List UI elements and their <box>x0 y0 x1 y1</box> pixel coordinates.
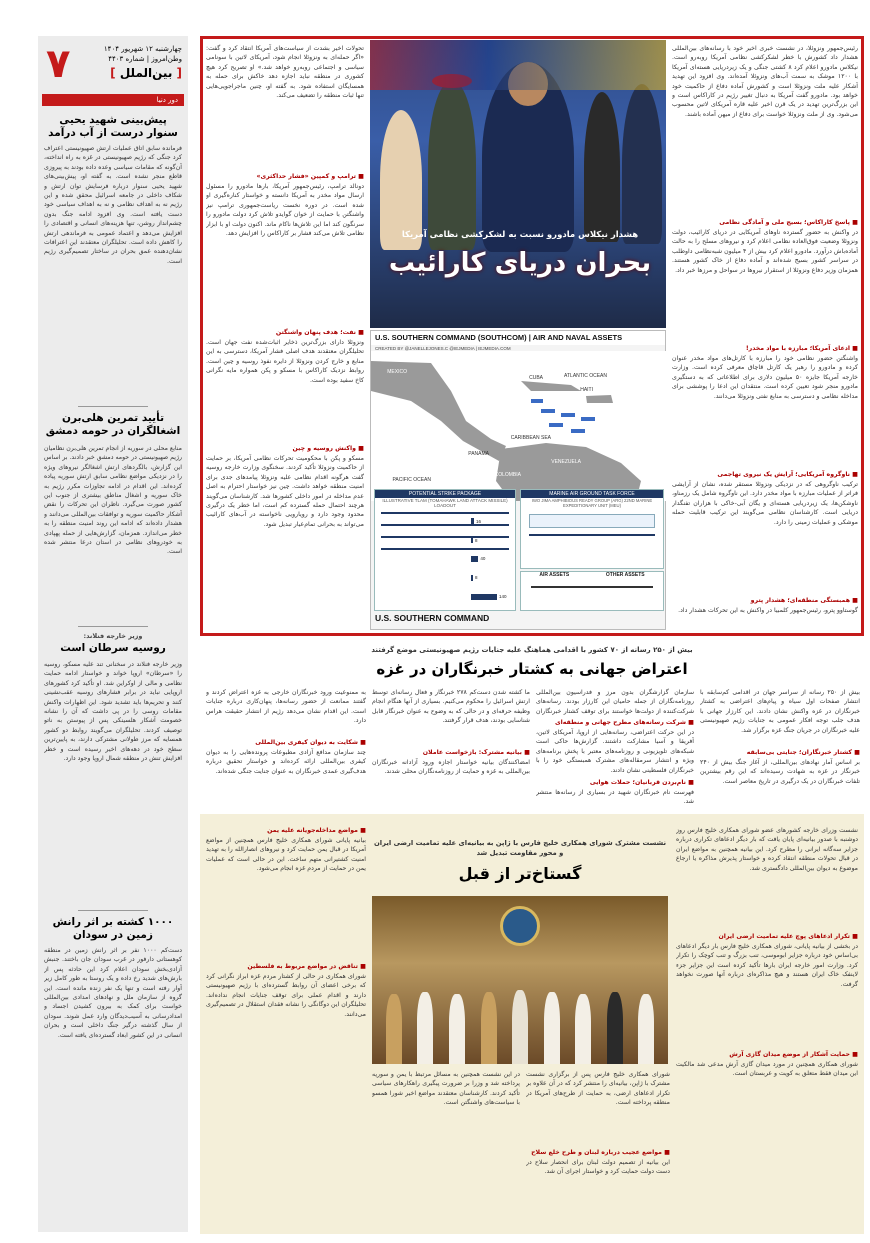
bar <box>471 537 473 543</box>
gulf-col-2: شورای همکاری خلیج فارس پس از برگزاری نشست مشترک با ژاپن، بیانیه‌ای را منتشر کرد که در آن علاوه بر تکرار ادعاهای ارضی، به حمایت از طرح‌های آمریکا در منطقه پرداخته است. <box>526 1071 670 1107</box>
venezuela-col-left-2: دونالد ترامپ، رئیس‌جمهور آمریکا، بارها مادورو را مسئول ارسال مواد مخدر به آمریکا دانسته و خواستار کناره‌گیری او شده است. در دوره نخست ریاست‌جمهوری ترامپ نیز واشنگتن با حمایت از خوان گوایدو تلاش کرد دولت مادورو را سرنگون کند اما این تلاش‌ها ناکام ماند. اکنون دولت او با ابزار نظامی تلاش می‌کند فشار بر کاراکاس را افزایش دهد. <box>206 183 364 238</box>
venezuela-col-left-4: مسکو و پکن با محکومیت تحرکات نظامی آمریکا، بر حمایت از حاکمیت ونزوئلا تأکید کردند. سخنگوی وزارت خارجه روسیه گفت هرگونه اقدام نظامی علیه ونزوئلا پیامدهای جدی برای امنیت منطقه خواهد داشت. چین نیز خواستار احترام به اصل عدم مداخله در امور داخلی کشورها شد. کارشناسان می‌گویند هرچند احتمال حمله گسترده کم است، اما خطر یک درگیری محدود وجود دارد و رویارویی ناخواسته در آب‌های کارائیب می‌تواند به بحرانی تمام‌عیار تبدیل شود. <box>206 455 364 528</box>
gaza-sub-1: ■ کشتار خبرنگاران؛ جنایتی بی‌سابقه <box>746 749 860 756</box>
venezuela-kicker: هشدار نیکلاس مادورو نسبت به لشکرکشی نظامی آمریکا <box>401 230 639 240</box>
venezuela-col-left-1: تحولات اخیر بشدت از سیاست‌های آمریکا انتقاد کرد و گفت: «اگر حمله‌ای به ونزوئلا انجام شود، آمریکای لاتین با سونامی سیاسی و اجتماعی روبه‌رو خواهد شد.» او تصریح کرد هیچ کشوری در منطقه نباید اجازه دهد خاکش برای حمله به همسایگان استفاده شود. به گفته او، چنین ماجراجویی‌هایی تنها ثبات منطقه را تضعیف می‌کند. <box>206 45 364 100</box>
issue-text: وطن‌امروز | شماره ۴۴۰۳ <box>108 55 182 63</box>
strike-bars <box>471 512 511 606</box>
infographic-credit: CREATED BY @JANELLEJONES.C @IEJMEDIA | IEJMEDIA.COM <box>375 346 511 351</box>
map-label-caribbean: CARIBBEAN SEA <box>510 435 551 441</box>
gaza-col-1b: بر اساس آمار نهادهای بین‌المللی، از آغاز جنگ بیش از ۲۴۰ خبرنگار در غزه به شهادت رسیده‌اند که این رقم بیشترین تلفات خبرنگاران در یک درگیری در تاریخ معاصر است. <box>700 759 860 785</box>
bar-label: 140 <box>499 594 507 600</box>
strike-bar-3 <box>471 575 511 581</box>
gulf-col-1: نشست وزرای خارجه کشورهای عضو شورای همکاری خلیج فارس روز دوشنبه با صدور بیانیه‌ای پایان یافت که بار دیگر ادعاهای تکراری درباره جزایر سه‌گانه ایرانی را مطرح کرد. این بیانیه همچنین به مواضع ایران در قبال تحولات منطقه انتقاد کرده و خواستار پذیرش مذاکره یا ارجاع موضوع به دیوان بین‌المللی دادگستری شد. <box>676 827 858 872</box>
map-label-panama: PANAMA <box>468 451 489 457</box>
person-figure <box>449 994 465 1064</box>
section-label: بین‌الملل <box>119 66 173 80</box>
divider <box>78 406 148 407</box>
gaza-col-3b: امضاکنندگان بیانیه خواستار اجازه ورود آزادانه خبرنگاران بین‌المللی به غزه و حمایت از روزنامه‌نگاران محلی شدند. <box>372 759 530 776</box>
gcc-emblem-shape <box>500 906 540 946</box>
venezuela-headline: بحران دریای کارائیب <box>388 248 652 278</box>
gaza-sub-4: ■ شکایت به دیوان کیفری بین‌المللی <box>255 739 366 746</box>
bar-label: 40 <box>480 556 486 562</box>
venezuela-sub-right-3: ■ ناوگروه آمریکایی؛ آرایش یک نیروی تهاجمی <box>717 471 858 478</box>
hispaniola-land <box>586 395 613 403</box>
gaza-sub-2: ■ شرکت رسانه‌های مطرح جهانی و منطقه‌ای <box>554 719 694 726</box>
map-label-mexico: MEXICO <box>387 369 407 375</box>
gaza-col-1: بیش از ۲۵۰ رسانه از سراسر جهان در اقدامی کم‌سابقه با انتشار صفحات اول سیاه و پیام‌های اعتراضی به کشتار خبرنگاران در غزه واکنش نشان دادند. این کارزار جهانی با هدف جلب توجه افکار عمومی به جنایات رژیم صهیونیستی علیه خبرنگاران در جریان جنگ غزه برگزار شد. <box>700 689 860 734</box>
venezuela-sub-right-2: ■ ادعای آمریکا؛ مبارزه با مواد مخدر! <box>745 345 858 352</box>
flag-backdrop <box>370 40 666 90</box>
gaza-col-4b: چند سازمان مدافع آزادی مطبوعات پرونده‌هایی را به دیوان کیفری بین‌المللی ارائه کرده‌اند و خواستار تحقیق درباره هدف‌گیری عمدی خبرنگاران به عنوان جنایت جنگی شده‌اند. <box>206 749 366 775</box>
bar <box>471 518 474 524</box>
bar <box>471 594 497 600</box>
person-figure <box>512 990 528 1064</box>
sidebar-headline-2: تأیید تمرین هلی‌برن اشغالگران در حومه دمشق <box>45 412 181 437</box>
map-label-atlantic: ATLANTIC OCEAN <box>564 373 607 379</box>
person-figure <box>622 84 662 244</box>
page-number: ۷ <box>46 41 71 87</box>
gulf-headline: گستاخ‌تر از قبل <box>458 864 582 883</box>
gaza-headline: اعتراض جهانی به کشتار خبرنگاران در غزه <box>376 660 688 678</box>
map-label-haiti: HAITI <box>580 387 593 393</box>
map-label-venezuela: VENEZUELA <box>551 459 581 465</box>
panel-title: POTENTIAL STRIKE PACKAGE <box>375 490 515 498</box>
person-figure <box>428 80 476 250</box>
dateline <box>104 44 182 64</box>
gulf-col-3c: شورای همکاری در حالی از کشتار مردم غزه ابراز نگرانی کرد که برخی اعضای آن روابط گسترده‌ای با رژیم صهیونیستی دارند و اقدام عملی برای توقف جنایات انجام نداده‌اند. تحلیلگران این دوگانگی را نشانه فقدان استقلال در تصمیم‌گیری می‌دانند. <box>206 973 366 1018</box>
gulf-col-2b: این بیانیه از تصمیم دولت لبنان برای انحصار سلاح در دست دولت حمایت کرد و خواستار اجرای آن شد. <box>526 1159 670 1176</box>
other-assets-label: OTHER ASSETS <box>605 572 645 578</box>
amphib-ship-box <box>529 514 655 528</box>
strike-bar-1 <box>471 537 511 543</box>
venezuela-sub-left-1: ■ ترامپ و کمپین «فشار حداکثری» <box>256 173 364 180</box>
map-label-cuba: CUBA <box>529 375 543 381</box>
gaza-col-2: سازمان گزارشگران بدون مرز و فدراسیون بین‌المللی روزنامه‌نگاران از جمله حامیان این کارزار بودند. رسانه‌های شرکت‌کننده از دولت‌ها خواستند برای توقف کشتار خبرنگاران <box>536 689 694 715</box>
sidebar-body-4: دست‌کم ۱۰۰۰ نفر بر اثر رانش زمین در منطقه کوهستانی دارفور در غرب سودان جان باختند. جنبش آزادی‌بخش سودان اعلام کرد این حادثه پس از بارش‌های شدید رخ داده و یک روستا به طور کامل زیر آوار رفته است و تنها یک نفر زنده مانده است. این گروه از سازمان ملل و نهادهای امدادی بین‌المللی خواست برای کمک به بیرون کشیدن اجساد و امدادرسانی به آسیب‌دیدگان وارد عمل شوند. سودان از سال گذشته درگیر جنگ داخلی است و بحران انسانی در این کشور ابعاد گسترده‌ای یافته است. <box>44 947 182 1039</box>
gaza-sub-2b: ■ نام‌بردن قربانیان؛ حملات هوایی <box>589 779 694 786</box>
air-other-assets-panel <box>520 571 664 611</box>
section-tag: دور دنیا <box>42 94 184 106</box>
ship-silhouette <box>529 534 655 536</box>
venezuela-col-right-2: در واکنش به حضور گسترده ناوهای آمریکایی در دریای کارائیب، دولت ونزوئلا وضعیت فوق‌العاده نظامی اعلام کرد و نیروهای مسلح را به حالت آماده‌باش درآورد. مادورو اعلام کرد بیش از ۴ میلیون شبه‌نظامی داوطلب در سراسر کشور بسیج شده‌اند و آماده دفاع از خاک کشور هستند. همزمان وزیر دفاع ونزوئلا از استقرار نیروها در سواحل و مرزها خبر داد. <box>672 229 858 274</box>
gulf-col-1c: شورای همکاری همچنین در مورد میدان گازی آرش مدعی شد مالکیت این میدان فقط متعلق به کویت و عربستان است. <box>676 1061 858 1078</box>
panel-title: MARINE AIR GROUND TASK FORCE <box>521 490 663 498</box>
gulf-kicker: نشست مشترک شورای همکاری خلیج فارس با ژاپن به بیانیه‌ای علیه تمامیت ارضی ایران و محور مقاومت تبدیل شد <box>373 839 667 857</box>
gulf-sub-1: ■ تکرار ادعاهای پوچ علیه تمامیت ارضی ایران <box>718 933 858 940</box>
sidebar-headline-1: پیش‌بینی شهید یحیی سنوار درست از آب درآمد <box>48 114 178 139</box>
venezuela-col-left-3: ونزوئلا دارای بزرگ‌ترین ذخایر اثبات‌شده نفت جهان است. تحلیلگران معتقدند هدف اصلی فشار آمریکا، دسترسی به این منابع و خارج کردن ونزوئلا از دایره نفوذ روسیه و چین است. روابط نزدیک کاراکاس با مسکو و پکن همواره مایه نگرانی کاخ سفید بوده است. <box>206 339 364 384</box>
strike-bar-4 <box>471 594 511 600</box>
strike-bar-2 <box>471 556 511 562</box>
southcom-infographic <box>370 330 666 630</box>
person-figure <box>481 992 497 1064</box>
gaza-col-3: ما کشته شدن دست‌کم ۲۷۸ خبرنگار و فعال رسانه‌ای توسط ارتش اسرائیل را محکوم می‌کنیم. بسیاری از آنها هنگام انجام وظیفه حرفه‌ای و در حالی که به وضوح به عنوان خبرنگار قابل شناسایی بودند، هدف قرار گرفتند. <box>372 689 530 725</box>
bar <box>471 556 478 562</box>
strike-package-panel <box>374 489 516 611</box>
section-title: [ بین‌الملل ] <box>110 66 182 80</box>
panel-subtitle: ILLUSTRATIVE TLAM (TOMAHAWK LAND ATTACK MISSILE) LOADOUT <box>382 498 508 508</box>
gulf-sub-1b: ■ حمایت آشکار از موضع میدان گازی آرش <box>729 1051 858 1058</box>
air-assets-label: AIR ASSETS <box>539 572 570 578</box>
map-label-pacific: PACIFIC OCEAN <box>392 477 431 483</box>
gulf-col-1b: در بخشی از بیانیه پایانی، شورای همکاری خلیج فارس بار دیگر ادعاهای بی‌اساس خود درباره جزایر ابوموسی، تنب بزرگ و تنب کوچک را تکرار کرد. وزارت امور خارجه ایران بارها تأکید کرده است این جزایر جزء لاینفک خاک ایران هستند و هیچ مذاکره‌ای درباره آنها صورت نخواهد گرفت. <box>676 943 858 988</box>
gaza-col-2b: در این حرکت اعتراضی، رسانه‌هایی از اروپا، آمریکای لاتین، آفریقا و آسیا مشارکت داشتند. گزارش‌ها حاکی است شبکه‌های تلویزیونی و روزنامه‌های معتبر با پخش برنامه‌های ویژه و انتشار سرمقاله‌های مشترک همبستگی خود را با خبرنگاران فلسطینی نشان دادند. <box>536 729 694 774</box>
marine-task-force-panel <box>520 489 664 569</box>
sidebar-body-3: وزیر خارجه فنلاند در سخنانی تند علیه مسکو، روسیه را «سرطان» اروپا خواند و خواستار ادامه حمایت نظامی و مالی از اوکراین شد. او تأکید کرد کشورهای اروپایی نباید در برابر فشارهای روسیه عقب‌نشینی کنند و تحریم‌ها باید تشدید شود. این اظهارات واکنش مقامات روسی را در پی داشت که آن را نشانه خصومت آشکار هلسینکی پس از پیوستن به ناتو توصیف کردند. تحلیلگران می‌گویند روابط دو کشور همسایه که مرز طولانی مشترکی دارند، به پایین‌ترین سطح خود در دهه‌های اخیر رسیده است و خطر افزایش تنش در منطقه شمال اروپا وجود دارد. <box>44 661 182 763</box>
date-text: چهارشنبه ۱۲ شهریور ۱۴۰۴ <box>103 45 182 53</box>
venezuela-col-right-4: ترکیب ناوگروهی که در نزدیکی ونزوئلا مستقر شده، نشان از آرایشی فراتر از عملیات مبارزه با مواد مخدر دارد. این ناوگروه شامل یک رزمناو، ناوشکن‌ها، یک زیردریایی هسته‌ای و یگان آبی-خاکی با هزاران تفنگدار دریایی است. کارشناسان نظامی می‌گویند این ترکیب قابلیت حمله موشکی و عملیات زمینی را دارد. <box>672 481 858 526</box>
gaza-col-4: به ممنوعیت ورود خبرنگاران خارجی به غزه اعتراض کردند و گفتند ممانعت از حضور رسانه‌ها، پنهان‌کاری درباره جنایات است. این اقدام نشان می‌دهد رژیم از انتشار حقیقت هراس دارد. <box>206 689 366 725</box>
sidebar-body-1: فرمانده سابق اتاق عملیات ارتش صهیونیستی اعتراف کرد جنگی که رژیم صهیونیستی در غزه به راه انداخته، آن‌گونه که مقامات سیاسی وعده داده بودند به پیروزی قاطع منجر نشده است. به گفته او، پیش‌بینی‌های شهید یحیی سنوار درباره فرسایش توان ارتش و شکاف داخلی در جامعه اسرائیل محقق شده و این رژیم نه به اهداف نظامی و نه به اهداف سیاسی خود دست یافته است. وی افزود ادامه جنگ بدون چشم‌انداز روشن، تنها هزینه‌های انسانی و اقتصادی را افزایش می‌دهد و اعتماد عمومی به فرماندهی ارتش را کاهش داده است. تحلیلگران معتقدند این اعترافات نشان‌دهنده عمق بحران در ساختار تصمیم‌گیری رژیم است. <box>44 145 182 265</box>
sidebar-kicker-3: وزیر خارجه فنلاند: <box>83 632 143 640</box>
venezuela-sub-left-3: ■ واکنش روسیه و چین <box>292 445 364 452</box>
gulf-col-3b: بیانیه پایانی شورای همکاری خلیج فارس همچنین از مواضع آمریکا در قبال یمن حمایت کرد و نیروهای انصارالله را به تهدید امنیت کشتیرانی متهم ساخت. این در حالی است که عملیات یمن در حمایت از مردم غزه انجام می‌شود. <box>206 837 366 873</box>
panel-subtitle: IWO JIMA AMPHIBIOUS READY GROUP (ARG) 22ND MARINE EXPEDITIONARY UNIT (MEU) <box>531 498 653 508</box>
map-label-colombia: COLOMBIA <box>494 472 521 478</box>
person-figure <box>575 994 591 1064</box>
bar-label: 16 <box>475 518 481 524</box>
bar <box>471 575 473 581</box>
bar-label: 8 <box>475 537 478 543</box>
bar-label: 8 <box>475 575 478 581</box>
sidebar <box>38 36 188 1232</box>
sidebar-headline-3: روسیه سرطان است <box>60 642 166 654</box>
ministers-row <box>372 984 668 1064</box>
gaza-sub-3: ■ بیانیه مشترک: بازخواست عاملان <box>422 749 530 756</box>
venezuela-col-right-1: رئیس‌جمهور ونزوئلا، در نشست خبری اخیر خود با رسانه‌های بین‌المللی هشدار داد کشورش با خطر لشکرکشی نظامی آمریکا روبه‌رو است. نیکلاس مادورو اعلام کرد ۸ کشتی جنگی و یک زیردریایی هسته‌ای آمریکا با ۱۲۰۰ موشک به سمت آب‌های ونزوئلا آمده‌اند. وی افزود این تهدید آشکار علیه ملت ونزوئلا است و کشورش آماده دفاع از حاکمیت خود خواهد بود. مادورو گفت آمریکا به دنبال تغییر رژیم در کاراکاس است و این بزرگ‌ترین تهدید در یک قرن اخیر علیه قاره آمریکای لاتین محسوب می‌شود. وی از ملت ونزوئلا خواست برای دفاع از میهن آماده باشند. <box>672 45 858 118</box>
sidebar-body-2: منابع محلی در سوریه از انجام تمرین هلی‌برن نظامیان رژیم صهیونیستی در حومه دمشق خبر دادند. بر اساس این گزارش، بالگردهای ارتش اشغالگر نیروهای ویژه را در نزدیکی مواضع نظامی سابق ارتش سوریه پیاده کرده‌اند. این اقدام در ادامه تجاوزات مکرر رژیم به خاک سوریه و اشغال مناطق بیشتری از جنوب این کشور صورت می‌گیرد. ناظران این تحرکات را نقض آشکار حاکمیت سوریه و توافقات بین‌المللی می‌دانند و هشدار داده‌اند که ادامه این روند امنیت منطقه را به خطر می‌اندازد. همزمان، گزارش‌هایی از حمله پهپادی به خودروهای نظامی در استان درعا منتشر شده است. <box>44 445 182 556</box>
gaza-col-2c: فهرست نام خبرنگاران شهید در بسیاری از رسانه‌ها منتشر شد. <box>536 789 694 806</box>
gulf-col-3: در این نشست همچنین به مسائل مرتبط با یمن و سوریه پرداخته شد و وزرا بر ضرورت پیگیری راهکارهای سیاسی تأکید کردند. کارشناسان معتقدند مواضع اخیر شورا همسو با سیاست‌های واشنگتن است. <box>372 1071 520 1107</box>
caribbean-map <box>371 351 667 501</box>
gaza-kicker: بیش از ۲۵۰ رسانه از ۷۰ کشور با اقدامی هماهنگ علیه جنایات رژیم صهیونیستی موضع گرفتند <box>371 646 693 654</box>
infographic-footer: U.S. SOUTHERN COMMAND <box>375 613 490 623</box>
aircraft-silhouettes <box>531 586 653 594</box>
divider <box>78 910 148 911</box>
sidebar-headline-4: ۱۰۰۰ کشته بر اثر رانش زمین در سودان <box>52 916 174 941</box>
gulf-sub-3: ■ مواضع مداخله‌جویانه علیه یمن <box>267 827 366 834</box>
person-figure <box>386 994 402 1064</box>
person-figure <box>584 92 620 242</box>
gcc-ministers-photo <box>372 896 668 1064</box>
venezuela-col-right-3: واشنگتن حضور نظامی خود را مبارزه با کارتل‌های مواد مخدر عنوان کرده و مادورو را رهبر یک کارتل قاچاق معرفی کرده است. وزارت خارجه آمریکا جایزه ۵۰ میلیون دلاری برای اطلاعاتی که به دستگیری مادورو منجر شود تعیین کرده است. منتقدان این ادعا را پوششی برای مداخله نظامی و دسترسی به منابع نفتی ونزوئلا می‌دانند. <box>672 355 858 400</box>
strike-bar-0 <box>471 518 511 524</box>
venezuela-sub-right-4: ■ همبستگی منطقه‌ای؛ هشدار پترو <box>750 597 858 604</box>
infographic-title: U.S. SOUTHERN COMMAND (SOUTHCOM) | AIR AND NAVAL ASSETS <box>371 331 665 345</box>
person-figure <box>607 992 623 1064</box>
gulf-sub-2: ■ مواضع عجیب درباره لبنان و طرح خلع سلاح <box>531 1149 670 1156</box>
person-figure <box>638 994 654 1064</box>
venezuela-sub-left-2: ■ نفت؛ هدف پنهان واشنگتن <box>275 329 364 336</box>
person-figure <box>544 992 560 1064</box>
person-figure <box>417 992 433 1064</box>
divider <box>78 626 148 627</box>
gulf-sub-3b: ■ تناقض در مواضع مربوط به فلسطین <box>247 963 366 970</box>
venezuela-col-right-5: گوستاوو پترو، رئیس‌جمهور کلمبیا در واکنش به این تحرکات هشدار داد. <box>678 607 858 614</box>
venezuela-sub-right-1: ■ پاسخ کاراکاس؛ بسیج ملی و آمادگی نظامی <box>719 219 858 226</box>
person-figure <box>380 110 422 250</box>
